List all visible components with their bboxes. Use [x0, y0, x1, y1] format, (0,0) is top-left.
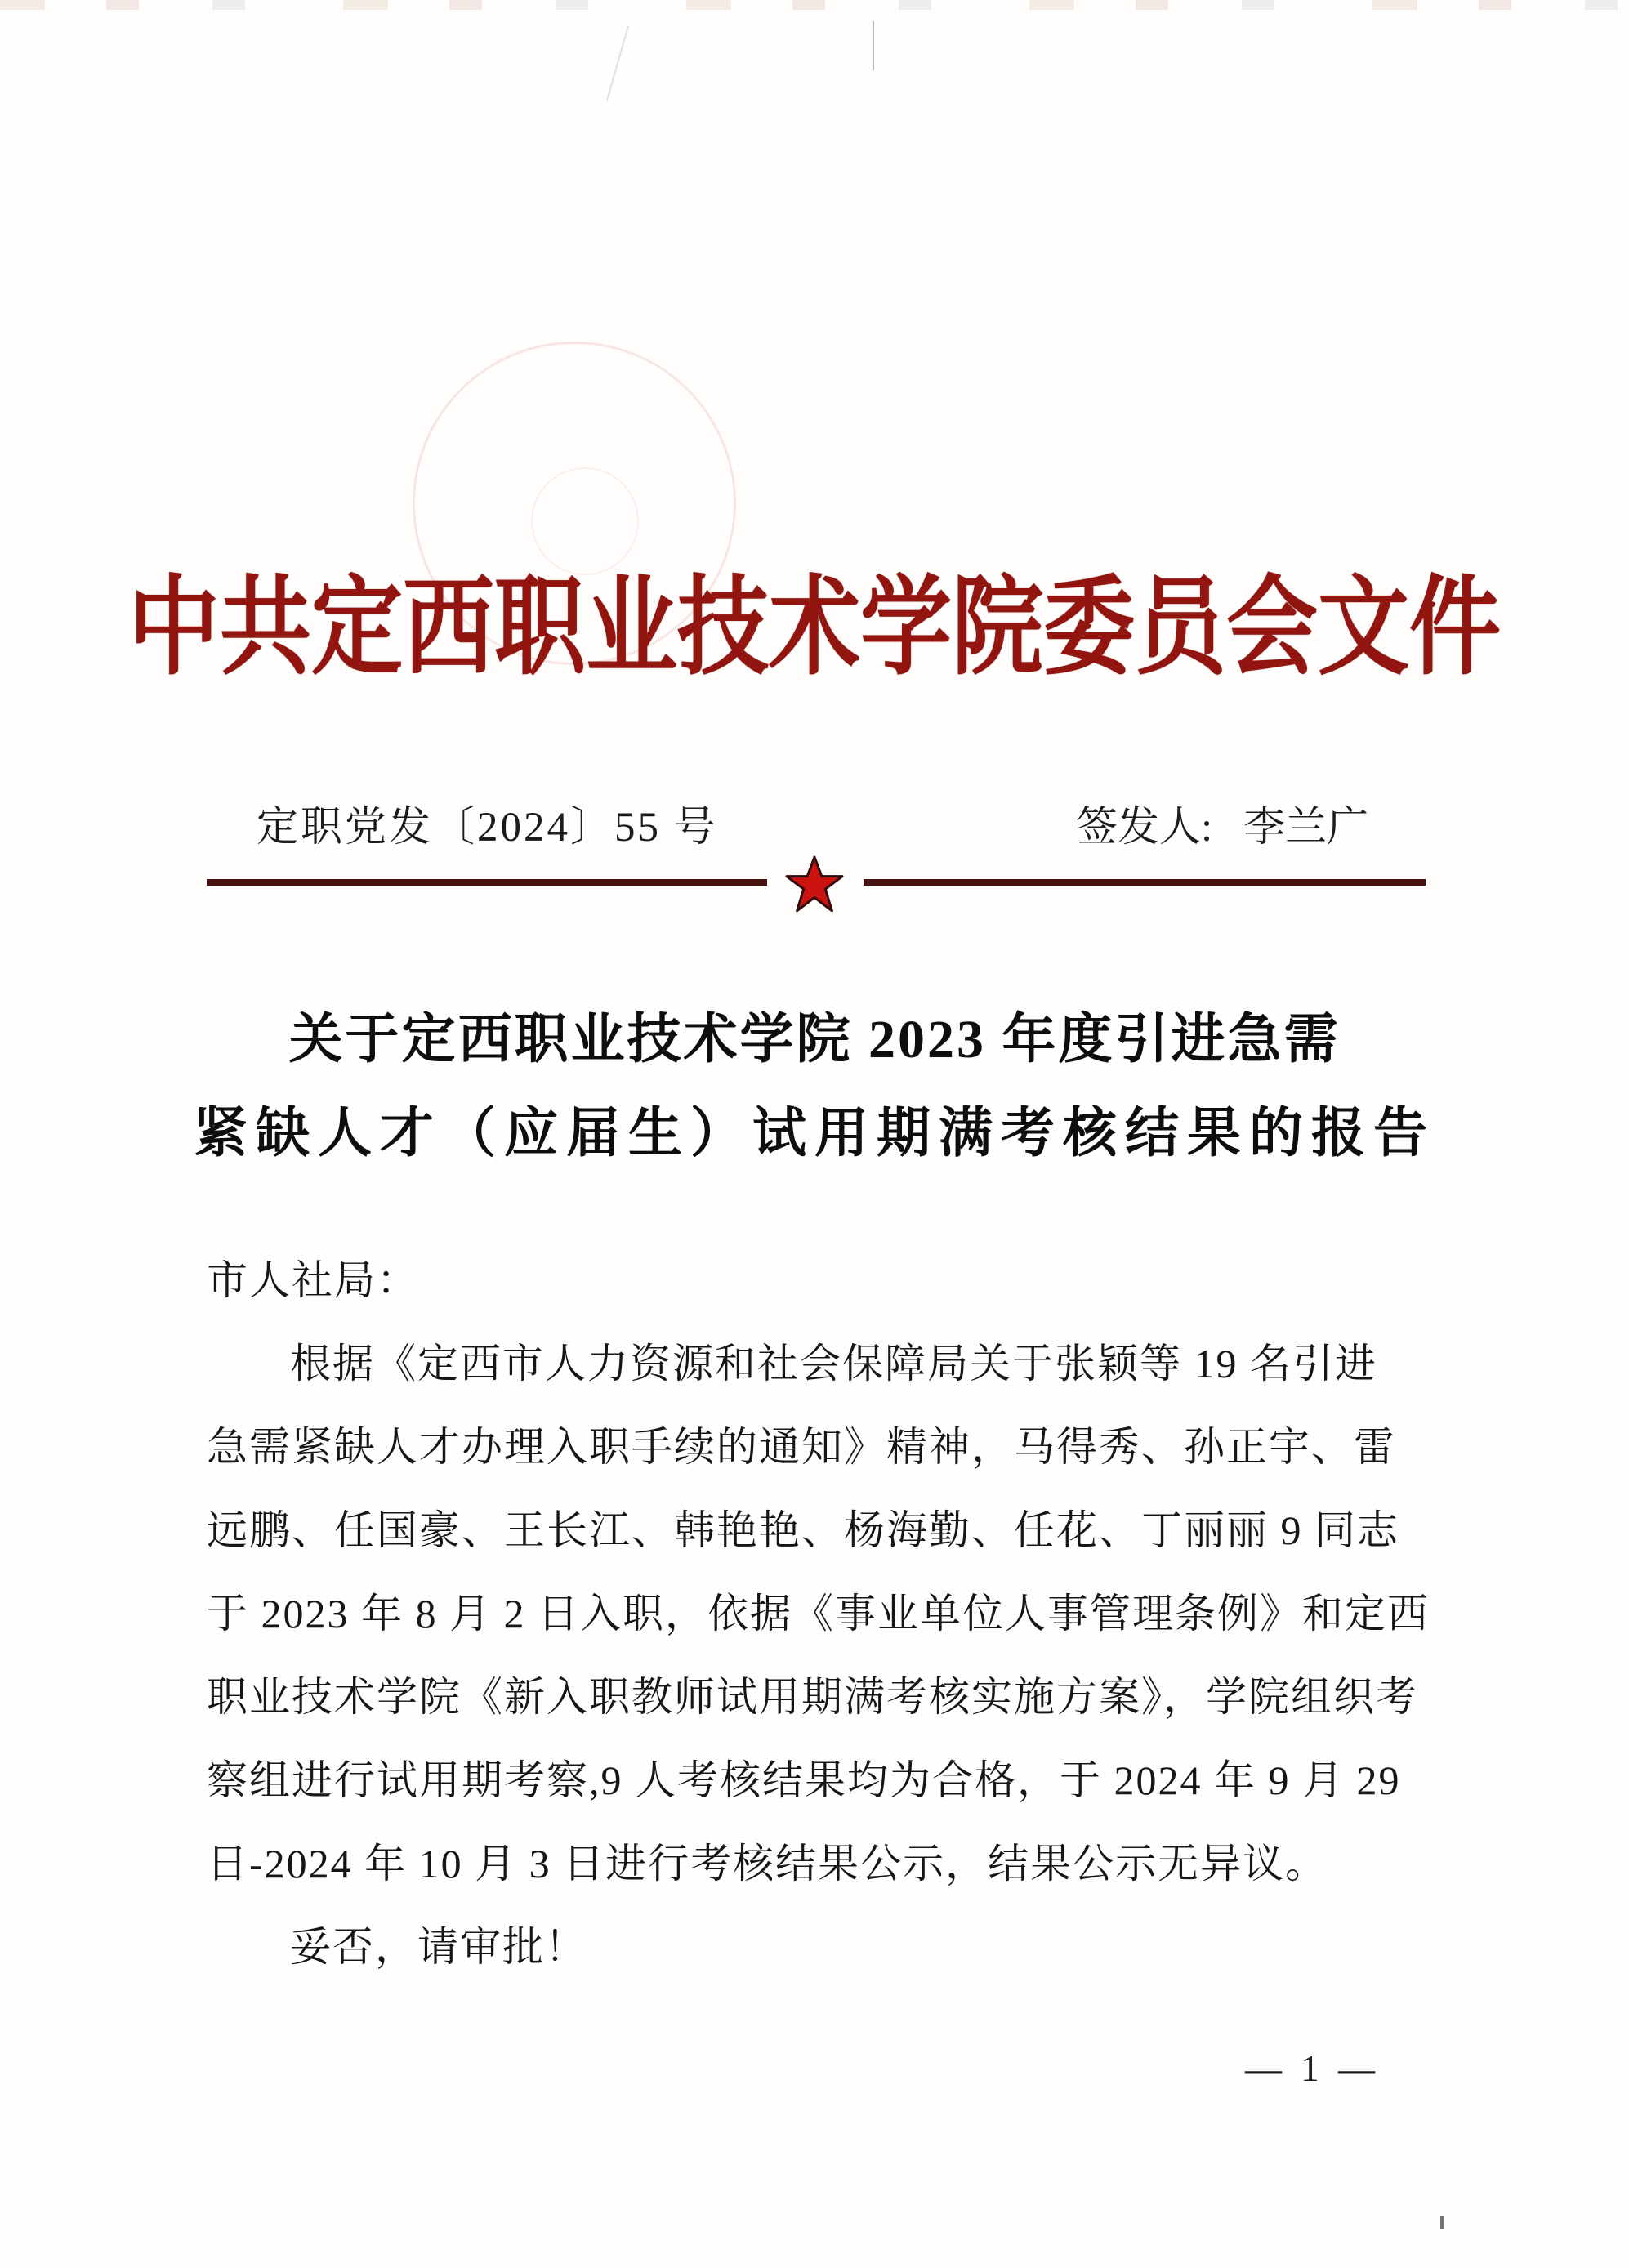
document-title-line2: 紧缺人才（应届生）试用期满考核结果的报告 [194, 1104, 1435, 1163]
scan-artifact-crease [606, 26, 629, 101]
scan-artifact-hairline [873, 21, 874, 70]
body-line: 于 2023 年 8 月 2 日入职，依据《事业单位人事管理条例》和定西 [207, 1591, 1430, 1636]
document-number: 定职党发〔2024〕55 号 [257, 805, 718, 850]
issuer-name: 李兰广 [1243, 805, 1369, 850]
red-separator-line-right [864, 879, 1426, 886]
document-title-line1: 关于定西职业技术学院 2023 年度引进急需 [288, 1010, 1341, 1069]
page-number: — 1 — [1245, 2048, 1380, 2089]
body-line: 日-2024 年 10 月 3 日进行考核结果公示，结果公示无异议。 [207, 1841, 1328, 1886]
body-line: 职业技术学院《新入职教师试用期满考核实施方案》，学院组织考 [207, 1674, 1418, 1720]
scan-edge-noise [0, 0, 1629, 10]
document-title [0, 995, 1629, 1167]
body-line: 根据《定西市人力资源和社会保障局关于张颖等 19 名引进 [290, 1341, 1377, 1386]
masthead-org-title: 中共定西职业技术学院委员会文件 [128, 569, 1501, 689]
salutation: 市人社局： [207, 1257, 419, 1303]
body-line: 察组进行试用期考察,9 人考核结果均为合格，于 2024 年 9 月 29 [207, 1757, 1401, 1803]
red-star-icon [784, 855, 845, 915]
issuer-label: 签发人: [1076, 805, 1213, 850]
red-separator-line-left [207, 879, 767, 886]
issuer-line [1076, 792, 1368, 853]
document-body [207, 1239, 1432, 1989]
closing-line: 妥否，请审批！ [290, 1924, 587, 1970]
body-line: 急需紧缺人才办理入职手续的通知》精神，马得秀、孙正宇、雷 [207, 1424, 1396, 1470]
body-line: 远鹏、任国豪、王长江、韩艳艳、杨海勤、任花、丁丽丽 9 同志 [207, 1507, 1399, 1553]
scan-artifact-tick [1440, 2216, 1444, 2229]
